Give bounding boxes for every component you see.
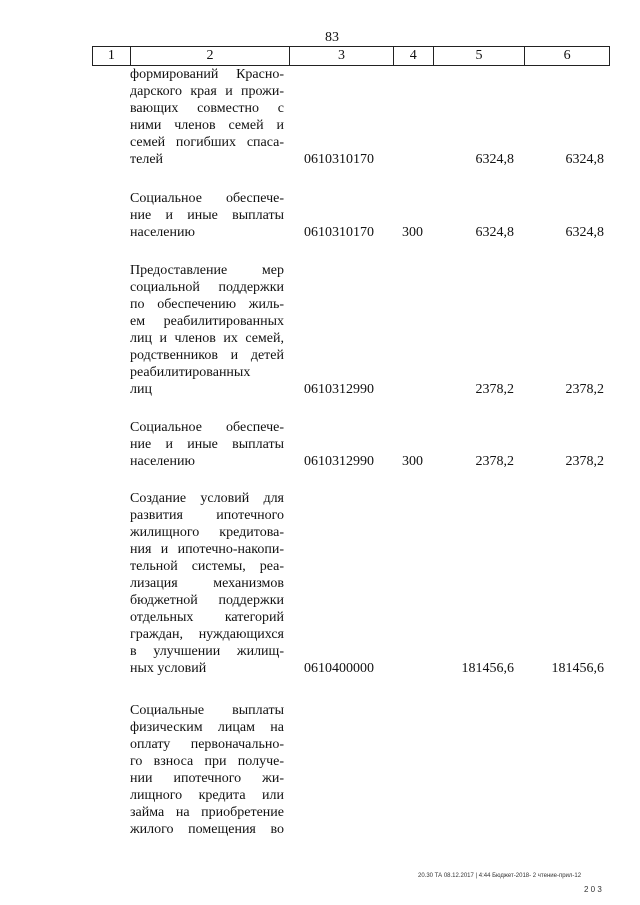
description-line: оплату первоначально- <box>130 737 284 752</box>
row-value-5: 2378,2 <box>475 454 514 469</box>
row-value-6: 2378,2 <box>565 382 604 397</box>
description-line: ных условий <box>130 661 207 676</box>
description-line: по обеспечению жиль- <box>130 297 284 312</box>
row-description <box>130 66 284 168</box>
description-line: нии ипотечного жи- <box>130 771 284 786</box>
description-line: родственников и детей <box>130 348 284 363</box>
description-line: лизация механизмов <box>130 576 284 591</box>
row-code: 0610310170 <box>304 152 374 167</box>
header-col-2: 2 <box>131 47 290 65</box>
description-line: Социальное обеспече- <box>130 191 284 206</box>
row-code: 0610310170 <box>304 225 374 240</box>
row-code: 0610312990 <box>304 454 374 469</box>
description-line: Предоставление мер <box>130 263 284 278</box>
description-line: в улучшении жилищ- <box>130 644 284 659</box>
table-header <box>92 46 610 66</box>
row-value-5: 6324,8 <box>475 225 514 240</box>
description-line: жилого помещения во <box>130 822 284 837</box>
row-value-6: 6324,8 <box>565 152 604 167</box>
row-description <box>130 419 284 470</box>
description-line: семей погибших спаса- <box>130 135 284 150</box>
header-col-6: 6 <box>563 48 571 63</box>
footer-page-code: 2 0 3 <box>584 885 602 894</box>
description-line: вающих совместно с <box>130 101 284 116</box>
description-line: формирований Красно- <box>130 67 284 82</box>
description-line: ними членов семей и <box>130 118 284 133</box>
description-line: бюджетной поддержки <box>130 593 284 608</box>
row-description <box>130 490 284 677</box>
description-line: займа на приобретение <box>130 805 284 820</box>
description-line: лищного кредита или <box>130 788 284 803</box>
header-col-4: 4 <box>394 47 434 65</box>
description-line: Создание условий для <box>130 491 284 506</box>
description-line: развития ипотечного <box>130 508 284 523</box>
description-line: ние и иные выплаты <box>130 208 284 223</box>
header-col-1: 1 <box>93 47 131 65</box>
row-value-6: 6324,8 <box>565 225 604 240</box>
row-description <box>130 190 284 241</box>
row-code: 0610400000 <box>304 661 374 676</box>
row-value-5: 6324,8 <box>475 152 514 167</box>
row-description <box>130 702 284 838</box>
description-line: лиц <box>130 382 152 397</box>
description-line: граждан, нуждающихся <box>130 627 284 642</box>
description-line: го взноса при получе- <box>130 754 284 769</box>
row-value-6: 2378,2 <box>565 454 604 469</box>
description-line: населению <box>130 225 195 240</box>
page-number: 83 <box>325 30 339 45</box>
description-line: Социальные выплаты <box>130 703 284 718</box>
row-type: 300 <box>402 225 423 240</box>
header-col-3: 3 <box>290 47 394 65</box>
row-description <box>130 262 284 398</box>
header-col-5: 5 <box>434 47 526 65</box>
description-line: ние и иные выплаты <box>130 437 284 452</box>
description-line: реабилитированных <box>130 365 251 380</box>
description-line: дарского края и прожи- <box>130 84 284 99</box>
description-line: Социальное обеспече- <box>130 420 284 435</box>
description-line: ния и ипотечно-накопи- <box>130 542 284 557</box>
row-type: 300 <box>402 454 423 469</box>
footer-stamp: 20.30 ТА 08.12.2017 | 4:44 Бюджет-2018- 2 чтение-прил-12 <box>418 873 582 879</box>
row-value-5: 181456,6 <box>461 661 514 676</box>
description-line: населению <box>130 454 195 469</box>
description-line: тельной системы, реа- <box>130 559 284 574</box>
row-value-6: 181456,6 <box>551 661 604 676</box>
description-line: физическим лицам на <box>130 720 284 735</box>
description-line: лиц и членов их семей, <box>130 331 284 346</box>
description-line: социальной поддержки <box>130 280 284 295</box>
row-code: 0610312990 <box>304 382 374 397</box>
row-value-5: 2378,2 <box>475 382 514 397</box>
description-line: телей <box>130 152 164 167</box>
description-line: жилищного кредитова- <box>130 525 284 540</box>
description-line: ем реабилитированных <box>130 314 284 329</box>
description-line: отдельных категорий <box>130 610 284 625</box>
